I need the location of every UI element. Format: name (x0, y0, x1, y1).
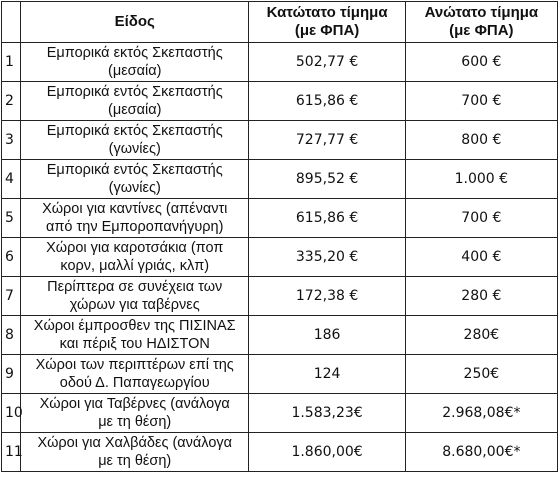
row-max-price: 800 € (405, 121, 557, 160)
row-kind-line1: Χώροι για Χαλβάδες (ανάλογα (37, 435, 233, 451)
row-kind-line1: Χώροι των περιπτέρων επί της (35, 357, 234, 373)
row-kind (21, 82, 249, 121)
row-kind (21, 316, 249, 355)
row-kind (21, 433, 249, 472)
row-kind (21, 277, 249, 316)
row-number: 7 (2, 277, 21, 316)
table-row (2, 199, 558, 238)
row-min-price: 895,52 € (249, 160, 405, 199)
row-max-price: 2.968,08€* (405, 394, 557, 433)
row-kind-line1: Χώροι για Ταβέρνες (ανάλογα (39, 396, 230, 412)
row-number: 1 (2, 43, 21, 82)
row-kind-line2: με τη θέση) (98, 453, 172, 469)
row-kind-line1: Περίπτερα σε συνέχεια των (47, 279, 223, 295)
row-number: 9 (2, 355, 21, 394)
row-kind-line1: Χώροι έμπροσθεν της ΠΙΣΙΝΑΣ (33, 318, 236, 334)
row-max-price: 1.000 € (405, 160, 557, 199)
row-kind-line1: Χώροι για καροτσάκια (ποπ (46, 240, 224, 256)
row-kind-line2: (μεσαία) (108, 63, 162, 79)
row-kind (21, 160, 249, 199)
row-min-price: 615,86 € (249, 199, 405, 238)
row-kind-line1: Χώροι για καντίνες (απέναντι (42, 201, 228, 217)
row-max-price: 8.680,00€* (405, 433, 557, 472)
row-min-price: 615,86 € (249, 82, 405, 121)
header-num (2, 2, 21, 43)
row-min-price: 124 (249, 355, 405, 394)
row-number: 10 (2, 394, 21, 433)
row-min-price: 172,38 € (249, 277, 405, 316)
row-kind-line2: (γωνίες) (108, 141, 161, 157)
row-number: 6 (2, 238, 21, 277)
row-number: 11 (2, 433, 21, 472)
row-kind (21, 394, 249, 433)
table-row (2, 121, 558, 160)
row-kind-line2: (γωνίες) (108, 180, 161, 196)
row-kind-line1: Εμπορικά εντός Σκεπαστής (46, 84, 223, 100)
row-kind-line1: Εμπορικά εντός Σκεπαστής (46, 162, 223, 178)
header-row (2, 2, 558, 43)
row-min-price: 502,77 € (249, 43, 405, 82)
header-kind: Είδος (21, 2, 249, 43)
price-table (1, 1, 558, 472)
row-number: 8 (2, 316, 21, 355)
row-kind-line2: κορν, μαλλί γριάς, κλπ) (60, 258, 210, 274)
table-row (2, 160, 558, 199)
row-kind (21, 238, 249, 277)
table-row (2, 355, 558, 394)
row-kind-line1: Εμπορικά εκτός Σκεπαστής (46, 123, 223, 139)
row-kind-line2: (μεσαία) (108, 102, 162, 118)
row-min-price: 186 (249, 316, 405, 355)
row-kind-line2: χώρων για ταβέρνες (69, 297, 200, 313)
row-max-price: 600 € (405, 43, 557, 82)
header-min-price: Κατώτατο τίμημα (με ΦΠΑ) (249, 2, 405, 43)
row-number: 4 (2, 160, 21, 199)
row-kind-line2: οδού Δ. Παπαγεωργίου (59, 375, 210, 391)
row-min-price: 727,77 € (249, 121, 405, 160)
row-min-price: 1.860,00€ (249, 433, 405, 472)
row-min-price: 1.583,23€ (249, 394, 405, 433)
row-max-price: 700 € (405, 82, 557, 121)
table-row (2, 433, 558, 472)
row-number: 3 (2, 121, 21, 160)
row-kind (21, 355, 249, 394)
table-row (2, 316, 558, 355)
row-number: 5 (2, 199, 21, 238)
table-row (2, 43, 558, 82)
header-max-price: Ανώτατο τίμημα (με ΦΠΑ) (405, 2, 557, 43)
row-kind-line2: και πέριξ του ΗΔΙΣΤΟΝ (59, 336, 210, 352)
row-max-price: 280 € (405, 277, 557, 316)
row-number: 2 (2, 82, 21, 121)
row-kind (21, 121, 249, 160)
row-kind (21, 43, 249, 82)
row-max-price: 250€ (405, 355, 557, 394)
table-row (2, 394, 558, 433)
table-row (2, 277, 558, 316)
row-max-price: 700 € (405, 199, 557, 238)
row-max-price: 280€ (405, 316, 557, 355)
table-row (2, 238, 558, 277)
row-kind-line2: με τη θέση) (98, 414, 172, 430)
row-max-price: 400 € (405, 238, 557, 277)
row-kind-line1: Εμπορικά εκτός Σκεπαστής (46, 45, 223, 61)
row-kind (21, 199, 249, 238)
table-row (2, 82, 558, 121)
row-min-price: 335,20 € (249, 238, 405, 277)
row-kind-line2: από την Εμποροπανήγυρη) (46, 219, 224, 235)
